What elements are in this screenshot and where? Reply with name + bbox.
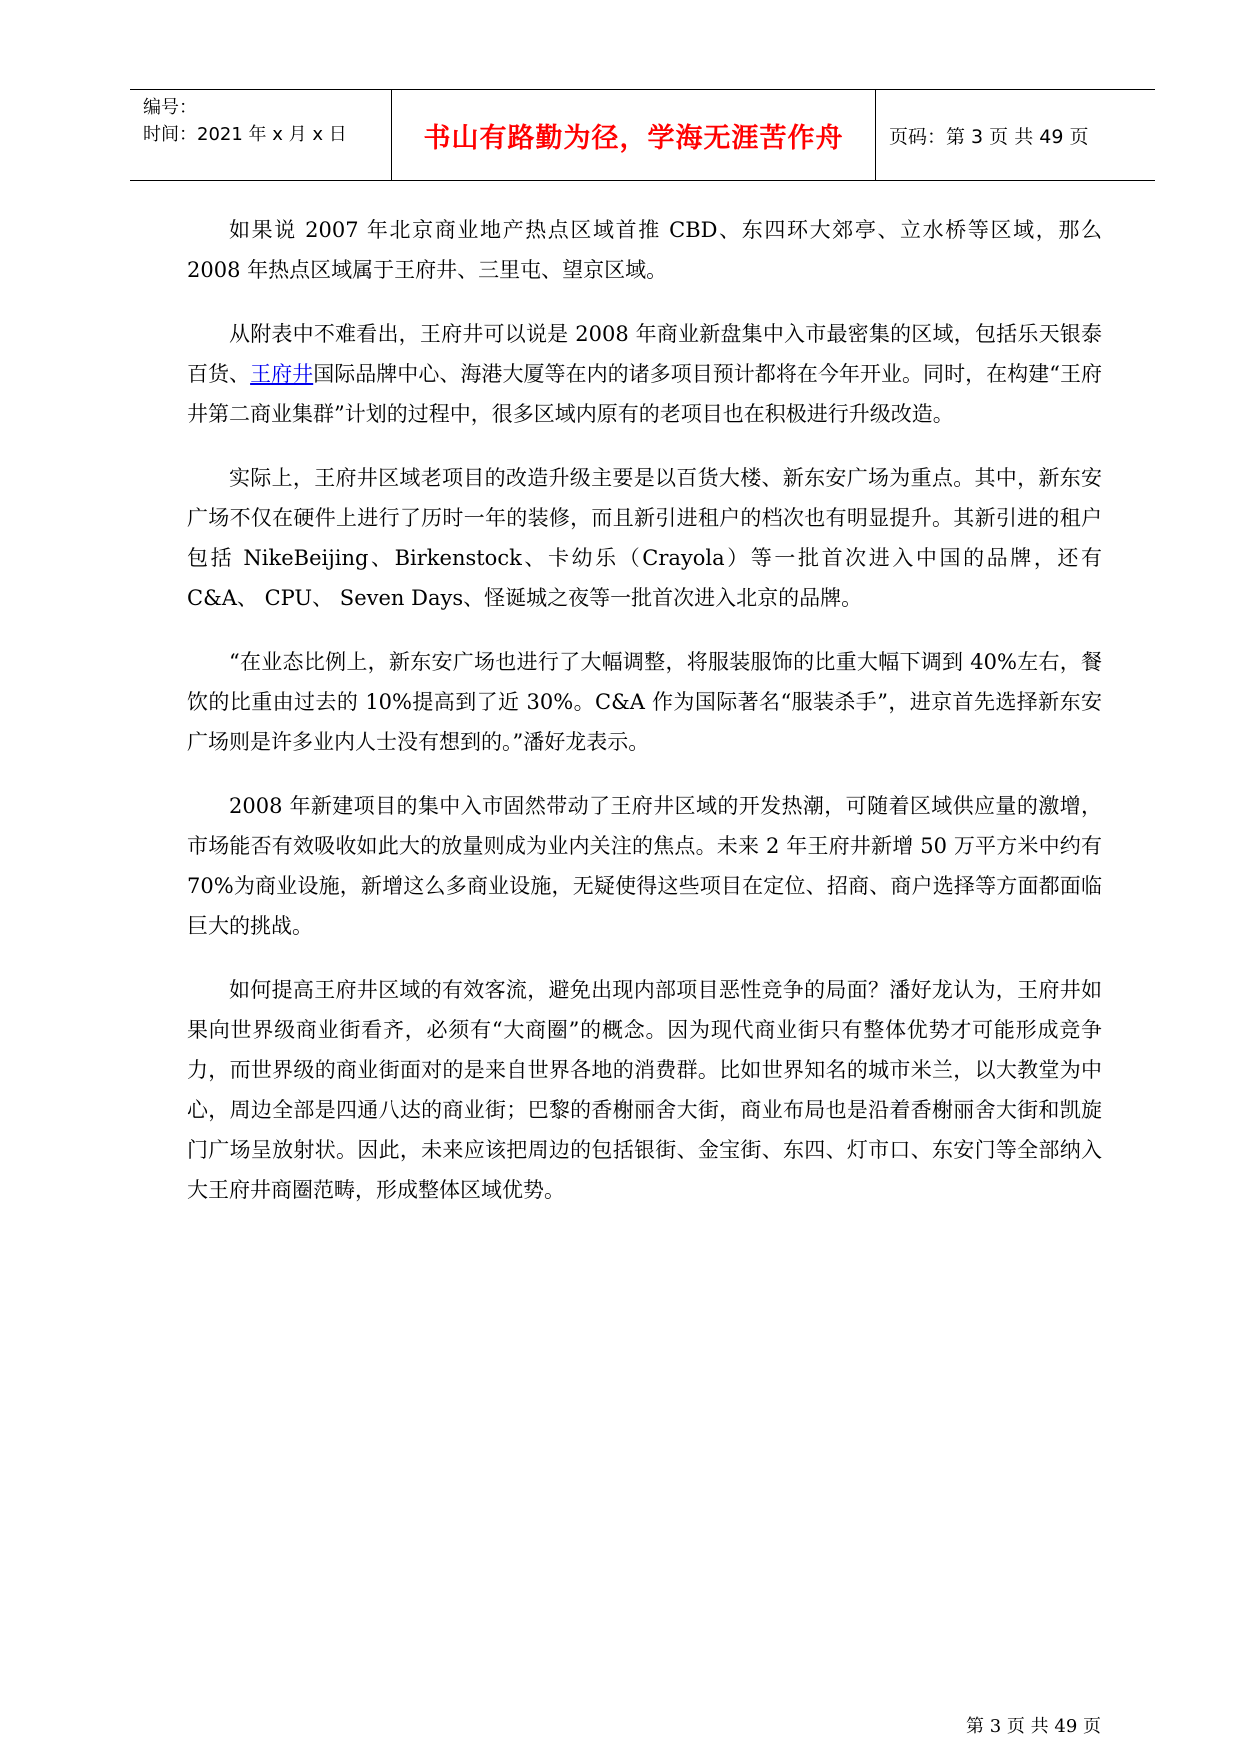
paragraph-5: 2008 年新建项目的集中入市固然带动了王府井区域的开发热潮，可随着区域供应量的激增，市场能否有效吸收如此大的放量则成为业内关注的焦点。未来 2 年王府井新增 50 万平方米中约有 70%为商业设施，新增这么多商业设施，无疑使得这些项目在定位、招商、商户选择等方面都面临巨大的挑战。 — [187, 794, 1102, 938]
page-footer: 第 3 页 共 49 页 — [966, 1716, 1101, 1737]
paragraph-1: 如果说 2007 年北京商业地产热点区域首推 CBD、东四环大郊亭、立水桥等区域，那么 2008 年热点区域属于王府井、三里屯、望京区域。 — [187, 218, 1102, 282]
paragraph-3: 实际上，王府井区域老项目的改造升级主要是以百货大楼、新东安广场为重点。其中，新东安广场不仅在硬件上进行了历时一年的装修，而且新引进租户的档次也有明显提升。其新引进的租户包括 NikeBeijing、Birkenstock、卡幼乐（Crayola）等一批首次进入中国的品牌，还有 C&A、 CPU、 Seven Days、怪诞城之夜等一批首次进入北京的品牌。 — [187, 466, 1102, 610]
paragraph-2-text-after-link: 国际品牌中心、海港大厦等在内的诸多项目预计都将在今年开业。同时，在构建“王府井第二商业集群”计划的过程中，很多区域内原有的老项目也在积极进行升级改造。 — [187, 362, 1103, 426]
header-motto: 书山有路勤为径，学海无涯苦作舟 — [392, 90, 876, 180]
document-time-label: 时间：2021 年 x 月 x 日 — [143, 124, 347, 145]
paragraph-4: “在业态比例上，新东安广场也进行了大幅调整，将服装服饰的比重大幅下调到 40%左右，餐饮的比重由过去的 10%提高到了近 30%。C&A 作为国际著名“服装杀手”，进京首先选择新东安广场则是许多业内人士没有想到的。”潘好龙表示。 — [187, 650, 1102, 754]
page-header — [130, 89, 1155, 181]
wangfujing-link[interactable]: 王府井 — [250, 362, 314, 386]
document-body — [187, 210, 1102, 1234]
document-number-label: 编号： — [143, 97, 197, 118]
paragraph-2 — [187, 314, 1102, 434]
paragraph-2-text-before-link: 从附表中不难看出，王府井可以说是 2008 年商业新盘集中入市最密集的区域，包括乐天银泰百货、 — [187, 322, 1102, 386]
paragraph-6: 如何提高王府井区域的有效客流，避免出现内部项目恶性竞争的局面？潘好龙认为，王府井如果向世界级商业街看齐，必须有“大商圈”的概念。因为现代商业街只有整体优势才可能形成竞争力，而世界级的商业街面对的是来自世界各地的消费群。比如世界知名的城市米兰，以大教堂为中心，周边全部是四通八达的商业街；巴黎的香榭丽舍大街，商业布局也是沿着香榭丽舍大街和凯旋门广场呈放射状。因此，未来应该把周边的包括银街、金宝街、东四、灯市口、东安门等全部纳入大王府井商圈范畴，形成整体区域优势。 — [187, 978, 1102, 1202]
header-meta — [130, 90, 392, 180]
header-page-info: 页码：第 3 页 共 49 页 — [889, 125, 1089, 148]
